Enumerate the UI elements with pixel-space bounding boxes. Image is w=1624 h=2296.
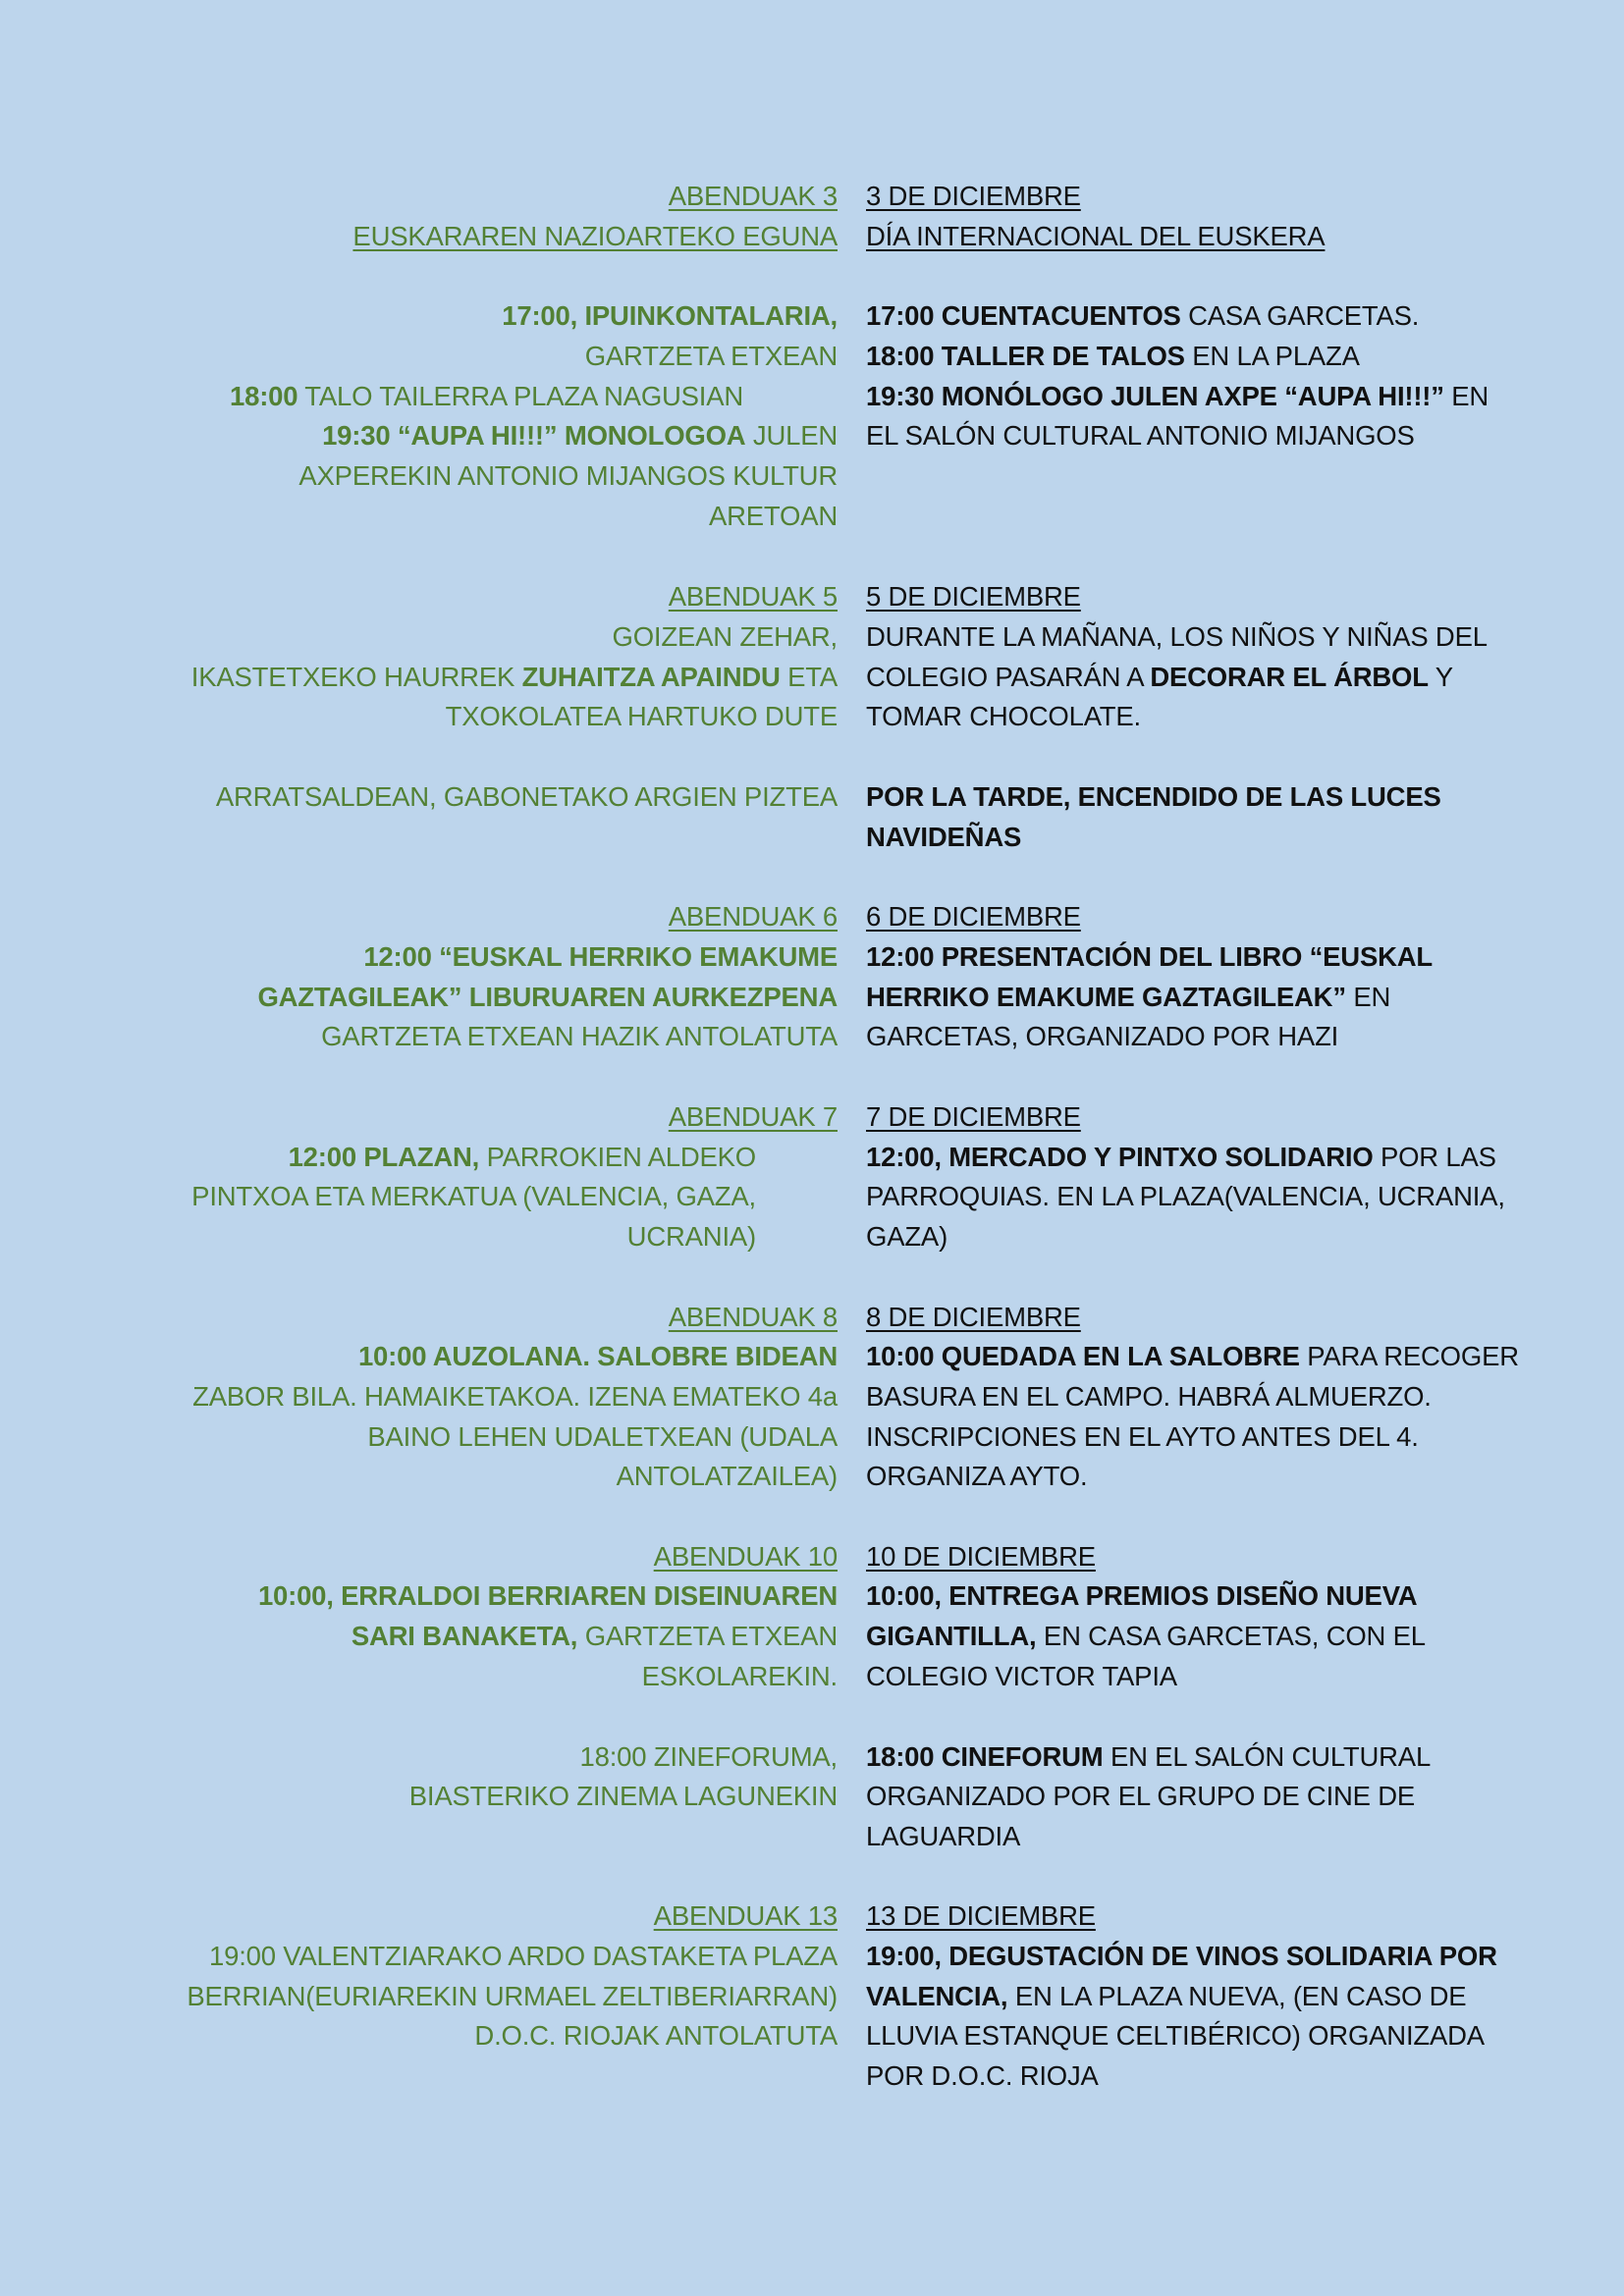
eu-text-line: 10:00, ERRALDOI BERRIAREN DISEINUAREN (257, 1580, 838, 1611)
es-text-line (866, 377, 1553, 417)
eu-normal-text: TALO TAILERRA PLAZA NAGUSIAN (298, 381, 744, 411)
eu-normal-text: PARROKIEN ALDEKO (479, 1142, 756, 1172)
eu-title: EUSKARAREN NAZIOARTEKO EGUNA (352, 221, 838, 251)
es-bold-text: 10:00 QUEDADA EN LA SALOBRE (866, 1341, 1300, 1371)
es-normal-text: CASA GARCETAS. (1180, 300, 1420, 331)
es-normal-text: COLEGIO PASARÁN A (866, 662, 1151, 692)
eu-bold-text: 18:00 (230, 381, 298, 411)
es-date: 13 DE DICIEMBRE (866, 1900, 1096, 1931)
eu-text-line (0, 658, 838, 698)
eu-date: ABENDUAK 10 (653, 1541, 838, 1572)
eu-bold-text: 17:00, IPUINKONTALARIA, (502, 300, 838, 331)
es-normal-text: EN CASA GARCETAS, CON EL (1036, 1621, 1426, 1651)
eu-date: ABENDUAK 6 (668, 901, 838, 932)
es-text-line: LAGUARDIA (866, 1821, 1021, 1851)
eu-text-line: BAINO LEHEN UDALETXEAN (UDALA (367, 1421, 838, 1452)
eu-text-line: GAZTAGILEAK” LIBURUAREN AURKEZPENA (257, 982, 838, 1012)
eu-text-line: BIASTERIKO ZINEMA LAGUNEKIN (408, 1781, 838, 1811)
es-text-line: 12:00 PRESENTACIÓN DEL LIBRO “EUSKAL (866, 941, 1434, 972)
eu-text-line: 10:00 AUZOLANA. SALOBRE BIDEAN (357, 1341, 838, 1371)
es-bold-text: 17:00 CUENTACUENTOS (866, 300, 1181, 331)
es-text-line: EL SALÓN CULTURAL ANTONIO MIJANGOS (866, 420, 1415, 451)
eu-normal-text: IKASTETXEKO HAURREK (190, 662, 522, 692)
eu-bold-text: 12:00 PLAZAN, (288, 1142, 480, 1172)
es-text-line: POR LA TARDE, ENCENDIDO DE LAS LUCES (866, 781, 1441, 812)
es-text-line (866, 1138, 1553, 1178)
es-text-line (866, 1617, 1553, 1657)
es-text-line: POR D.O.C. RIOJA (866, 2060, 1099, 2091)
eu-text-line: AXPEREKIN ANTONIO MIJANGOS KULTUR (298, 460, 838, 491)
es-text-line (866, 658, 1553, 698)
es-text-line (866, 337, 1553, 377)
es-bold-text: 19:30 MONÓLOGO JULEN AXPE “AUPA HI!!!” (866, 381, 1444, 411)
eu-text-line: ANTOLATZAILEA) (616, 1461, 838, 1491)
eu-text-line (0, 1617, 838, 1657)
es-bold-text: 18:00 TALLER DE TALOS (866, 341, 1185, 371)
es-text-line (866, 978, 1553, 1018)
eu-date: ABENDUAK 5 (668, 581, 838, 612)
es-normal-text: EN (1345, 982, 1391, 1012)
eu-bold-text: ZUHAITZA APAINDU (521, 662, 781, 692)
es-text-line: NAVIDEÑAS (866, 822, 1022, 852)
es-date: 7 DE DICIEMBRE (866, 1101, 1081, 1132)
es-text-line: GARCETAS, ORGANIZADO POR HAZI (866, 1021, 1339, 1051)
es-bold-text: HERRIKO EMAKUME GAZTAGILEAK” (866, 982, 1346, 1012)
es-text-line: 10:00, ENTREGA PREMIOS DISEÑO NUEVA (866, 1580, 1418, 1611)
es-text-line: ORGANIZADO POR EL GRUPO DE CINE DE (866, 1781, 1416, 1811)
es-date: 8 DE DICIEMBRE (866, 1302, 1081, 1332)
eu-text-line (0, 416, 838, 456)
eu-text-line: 12:00 “EUSKAL HERRIKO EMAKUME (363, 941, 838, 972)
eu-text-line: ARETOAN (708, 501, 838, 531)
eu-bold-text: SARI BANAKETA, (351, 1621, 578, 1651)
es-normal-text: Y (1428, 662, 1453, 692)
es-normal-text: POR LAS (1373, 1142, 1496, 1172)
es-date: 5 DE DICIEMBRE (866, 581, 1081, 612)
es-bold-text: DECORAR EL ÁRBOL (1150, 662, 1429, 692)
es-date: 6 DE DICIEMBRE (866, 901, 1081, 932)
es-bold-text: 12:00, MERCADO Y PINTXO SOLIDARIO (866, 1142, 1374, 1172)
es-normal-text: PARA RECOGER (1299, 1341, 1519, 1371)
es-text-line: ORGANIZA AYTO. (866, 1461, 1088, 1491)
es-text-line: INSCRIPCIONES EN EL AYTO ANTES DEL 4. (866, 1421, 1419, 1452)
es-text-line: COLEGIO VICTOR TAPIA (866, 1661, 1177, 1691)
eu-text-line: PINTXOA ETA MERKATUA (VALENCIA, GAZA, (191, 1181, 756, 1211)
es-bold-text: 18:00 CINEFORUM (866, 1741, 1104, 1772)
es-bold-text: VALENCIA, (866, 1981, 1008, 2011)
es-date: 10 DE DICIEMBRE (866, 1541, 1096, 1572)
eu-text-line: ZABOR BILA. HAMAIKETAKOA. IZENA EMATEKO 4a (192, 1381, 838, 1412)
es-title: DÍA INTERNACIONAL DEL EUSKERA (866, 221, 1326, 251)
es-text-line: TOMAR CHOCOLATE. (866, 701, 1141, 731)
es-text-line (866, 1337, 1553, 1377)
es-text-line: LLUVIA ESTANQUE CELTIBÉRICO) ORGANIZADA (866, 2020, 1485, 2051)
eu-text-line: 19:00 VALENTZIARAKO ARDO DASTAKETA PLAZA (209, 1941, 838, 1971)
eu-text-line: 18:00 ZINEFORUMA, (579, 1741, 838, 1772)
eu-date: ABENDUAK 3 (668, 181, 838, 211)
es-bold-text: GIGANTILLA, (866, 1621, 1037, 1651)
eu-text-line (0, 1138, 756, 1178)
es-text-line: DURANTE LA MAÑANA, LOS NIÑOS Y NIÑAS DEL (866, 621, 1488, 652)
es-text-line (866, 296, 1553, 337)
eu-bold-text: 19:30 “AUPA HI!!!” MONOLOGOA (322, 420, 746, 451)
eu-normal-text: GARTZETA ETXEAN (577, 1621, 838, 1651)
es-text-line: BASURA EN EL CAMPO. HABRÁ ALMUERZO. (866, 1381, 1432, 1412)
es-normal-text: EN LA PLAZA NUEVA, (EN CASO DE (1007, 1981, 1467, 2011)
eu-text-line: ESKOLAREKIN. (641, 1661, 838, 1691)
eu-text-line: TXOKOLATEA HARTUKO DUTE (445, 701, 838, 731)
es-text-line (866, 1737, 1553, 1778)
eu-text-line: UCRANIA) (626, 1221, 756, 1252)
eu-date: ABENDUAK 13 (653, 1900, 838, 1931)
eu-normal-text: JULEN (745, 420, 838, 451)
eu-text-line: GOIZEAN ZEHAR, (612, 621, 838, 652)
eu-date: ABENDUAK 7 (668, 1101, 838, 1132)
eu-text-line: GARTZETA ETXEAN (584, 341, 838, 371)
eu-text-line (0, 296, 838, 337)
es-normal-text: EN EL SALÓN CULTURAL (1103, 1741, 1432, 1772)
eu-text-line: ARRATSALDEAN, GABONETAKO ARGIEN PIZTEA (215, 781, 838, 812)
es-text-line: 19:00, DEGUSTACIÓN DE VINOS SOLIDARIA POR (866, 1941, 1497, 1971)
eu-text-line (230, 377, 780, 417)
es-text-line: GAZA) (866, 1221, 948, 1252)
eu-text-line: GARTZETA ETXEAN HAZIK ANTOLATUTA (321, 1021, 838, 1051)
eu-date: ABENDUAK 8 (668, 1302, 838, 1332)
es-date: 3 DE DICIEMBRE (866, 181, 1081, 211)
es-normal-text: EN LA PLAZA (1184, 341, 1360, 371)
es-normal-text: EN (1443, 381, 1489, 411)
es-text-line (866, 1977, 1553, 2017)
eu-normal-text: ETA (780, 662, 838, 692)
es-text-line: PARROQUIAS. EN LA PLAZA(VALENCIA, UCRANIA, (866, 1181, 1505, 1211)
eu-text-line: D.O.C. RIOJAK ANTOLATUTA (474, 2020, 838, 2051)
eu-text-line: BERRIAN(EURIAREKIN URMAEL ZELTIBERIARRAN) (187, 1981, 838, 2011)
